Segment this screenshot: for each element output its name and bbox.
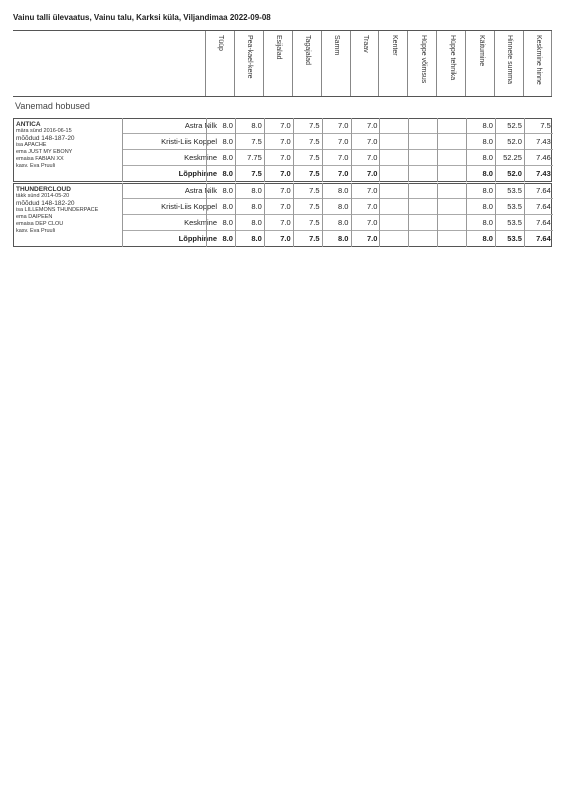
column-label: Samm [333, 35, 341, 56]
judge-name: Lõpphinne [122, 166, 219, 182]
score-cell: 7.0 [264, 231, 293, 247]
score-cell: 7.0 [264, 183, 293, 199]
score-cell [437, 166, 466, 182]
score-cell: 8.0 [466, 134, 495, 150]
score-cell [408, 118, 437, 134]
score-cell [408, 199, 437, 215]
score-cell: 7.64 [524, 231, 553, 247]
score-cell: 8.0 [206, 231, 235, 247]
horse-block [13, 118, 552, 182]
horse-info [14, 119, 122, 181]
judge-name: Kristi-Liis Koppel [122, 199, 219, 215]
score-cell [379, 215, 408, 231]
score-cell: 8.0 [466, 166, 495, 182]
score-cell: 7.0 [351, 215, 380, 231]
score-cell [379, 134, 408, 150]
score-cell: 7.5 [524, 118, 553, 134]
score-cell [379, 183, 408, 199]
score-cell: 7.0 [264, 134, 293, 150]
score-cell: 8.0 [206, 134, 235, 150]
score-cell: 8.0 [466, 150, 495, 166]
dam: ema DAIPEEN [16, 214, 53, 220]
breeder: kasv. Eva Pruuli [16, 228, 56, 234]
score-cell: 7.64 [524, 199, 553, 215]
score-cell: 7.0 [351, 183, 380, 199]
score-cell: 7.0 [264, 118, 293, 134]
column-label: Hüppe tehnika [448, 35, 456, 81]
score-cell: 8.0 [235, 215, 264, 231]
score-cell: 7.5 [293, 215, 322, 231]
score-cell: 7.0 [264, 150, 293, 166]
score-cell: 7.5 [293, 134, 322, 150]
score-cell: 7.0 [322, 134, 351, 150]
score-cell: 52.0 [495, 166, 524, 182]
score-cell [437, 183, 466, 199]
column-label: Tüüp [217, 35, 225, 51]
judge-name: Keskmine [122, 150, 219, 166]
score-cell: 8.0 [206, 215, 235, 231]
judge-name: Kristi-Liis Koppel [122, 134, 219, 150]
score-cell [437, 134, 466, 150]
score-cell: 8.0 [206, 183, 235, 199]
score-cell: 7.0 [351, 199, 380, 215]
score-row [122, 134, 553, 150]
score-cell: 7.5 [293, 199, 322, 215]
score-cell: 7.5 [293, 150, 322, 166]
score-cell: 7.5 [293, 231, 322, 247]
judge-name: Lõpphinne [122, 231, 219, 247]
score-row [122, 231, 553, 247]
score-cell: 7.0 [322, 150, 351, 166]
score-cell: 7.0 [322, 118, 351, 134]
dam: ema JUST MY EBONY [16, 149, 73, 155]
column-header [13, 30, 552, 97]
score-cell [437, 215, 466, 231]
score-cell: 8.0 [206, 199, 235, 215]
sire: isa LILLEMONS THUNDERPACE [16, 207, 99, 213]
score-cell: 8.0 [235, 231, 264, 247]
column-label: Käitumine [477, 35, 485, 67]
score-cell: 52.0 [495, 134, 524, 150]
score-cell: 8.0 [206, 150, 235, 166]
score-cell: 8.0 [322, 183, 351, 199]
score-cell: 7.5 [235, 166, 264, 182]
column-label: Pea-kael-kere [246, 35, 254, 79]
score-cell: 8.0 [322, 231, 351, 247]
score-cell: 7.5 [293, 183, 322, 199]
section-title: Vanemad hobused [15, 101, 90, 111]
score-cell [437, 118, 466, 134]
breeder: kasv. Eva Pruuli [16, 163, 56, 169]
score-cell: 8.0 [206, 118, 235, 134]
column-label: Kenter [390, 35, 398, 56]
score-cell: 8.0 [235, 183, 264, 199]
score-cell: 7.0 [264, 199, 293, 215]
score-cell [437, 231, 466, 247]
score-cell: 7.43 [524, 134, 553, 150]
score-cell: 7.0 [351, 166, 380, 182]
score-cell: 7.5 [235, 134, 264, 150]
measurements: mõõdud 148-187-20 [16, 135, 75, 142]
score-cell [437, 150, 466, 166]
page-title: Vainu talli ülevaatus, Vainu talu, Karksi küla, Viljandimaa 2022-09-08 [13, 13, 271, 22]
score-cell: 52.5 [495, 118, 524, 134]
horse-info [14, 184, 122, 246]
column-label: Esijalad [275, 35, 283, 60]
score-cell: 8.0 [235, 118, 264, 134]
score-cell: 53.5 [495, 215, 524, 231]
birth-info: mära sünd 2016-06-15 [16, 128, 72, 134]
measurements: mõõdud 148-182-20 [16, 200, 75, 207]
score-cell: 7.0 [322, 166, 351, 182]
score-cell: 7.0 [264, 215, 293, 231]
score-cell [408, 215, 437, 231]
score-cell [379, 166, 408, 182]
score-cell: 8.0 [466, 231, 495, 247]
score-cell: 7.64 [524, 215, 553, 231]
score-cell: 7.46 [524, 150, 553, 166]
score-cell: 7.64 [524, 183, 553, 199]
score-row [122, 215, 553, 231]
column-label: Traav [361, 35, 369, 53]
birth-info: täkk sünd 2014-05-20 [16, 193, 70, 199]
score-cell: 7.5 [293, 166, 322, 182]
column-label: Hinnete summa [506, 35, 514, 85]
score-cell: 8.0 [466, 183, 495, 199]
score-cell: 7.0 [351, 231, 380, 247]
score-cell: 52.25 [495, 150, 524, 166]
score-cell: 8.0 [322, 199, 351, 215]
score-cell: 8.0 [466, 199, 495, 215]
judge-name: Astra Nilk [122, 118, 219, 134]
score-row [122, 166, 553, 182]
score-cell: 53.5 [495, 183, 524, 199]
score-cell: 53.5 [495, 231, 524, 247]
score-cell [379, 199, 408, 215]
score-cell: 7.0 [351, 118, 380, 134]
score-cell: 7.43 [524, 166, 553, 182]
score-row [122, 183, 553, 199]
score-cell: 7.75 [235, 150, 264, 166]
dam-sire: emaisa FABIAN XX [16, 156, 64, 162]
column-label: Tagajalad [304, 35, 312, 65]
score-cell [379, 118, 408, 134]
score-cell [408, 150, 437, 166]
score-cell [408, 183, 437, 199]
score-cell: 8.0 [235, 199, 264, 215]
score-cell: 8.0 [466, 118, 495, 134]
score-cell: 8.0 [206, 166, 235, 182]
score-cell [437, 199, 466, 215]
score-cell: 7.5 [293, 118, 322, 134]
column-label: Hüppe võimsus [419, 35, 427, 84]
column-label: Keskmine hinne [535, 35, 543, 85]
score-row [122, 199, 553, 215]
sire: isa APACHE [16, 142, 47, 148]
score-cell [408, 231, 437, 247]
dam-sire: emaisa DEP CLOU [16, 221, 64, 227]
horse-name: ANTICA [16, 121, 41, 128]
score-cell: 8.0 [322, 215, 351, 231]
horse-block [13, 183, 552, 247]
score-cell [408, 134, 437, 150]
score-cell: 7.0 [351, 134, 380, 150]
score-cell: 8.0 [466, 215, 495, 231]
score-row [122, 118, 553, 134]
score-cell: 7.0 [351, 150, 380, 166]
score-cell: 7.0 [264, 166, 293, 182]
score-cell: 53.5 [495, 199, 524, 215]
judge-name: Astra Nilk [122, 183, 219, 199]
score-cell [379, 150, 408, 166]
column-header-cell [523, 31, 552, 96]
score-row [122, 150, 553, 166]
horse-name: THUNDERCLOUD [16, 186, 71, 193]
score-cell [408, 166, 437, 182]
judge-name: Keskmine [122, 215, 219, 231]
score-cell [379, 231, 408, 247]
